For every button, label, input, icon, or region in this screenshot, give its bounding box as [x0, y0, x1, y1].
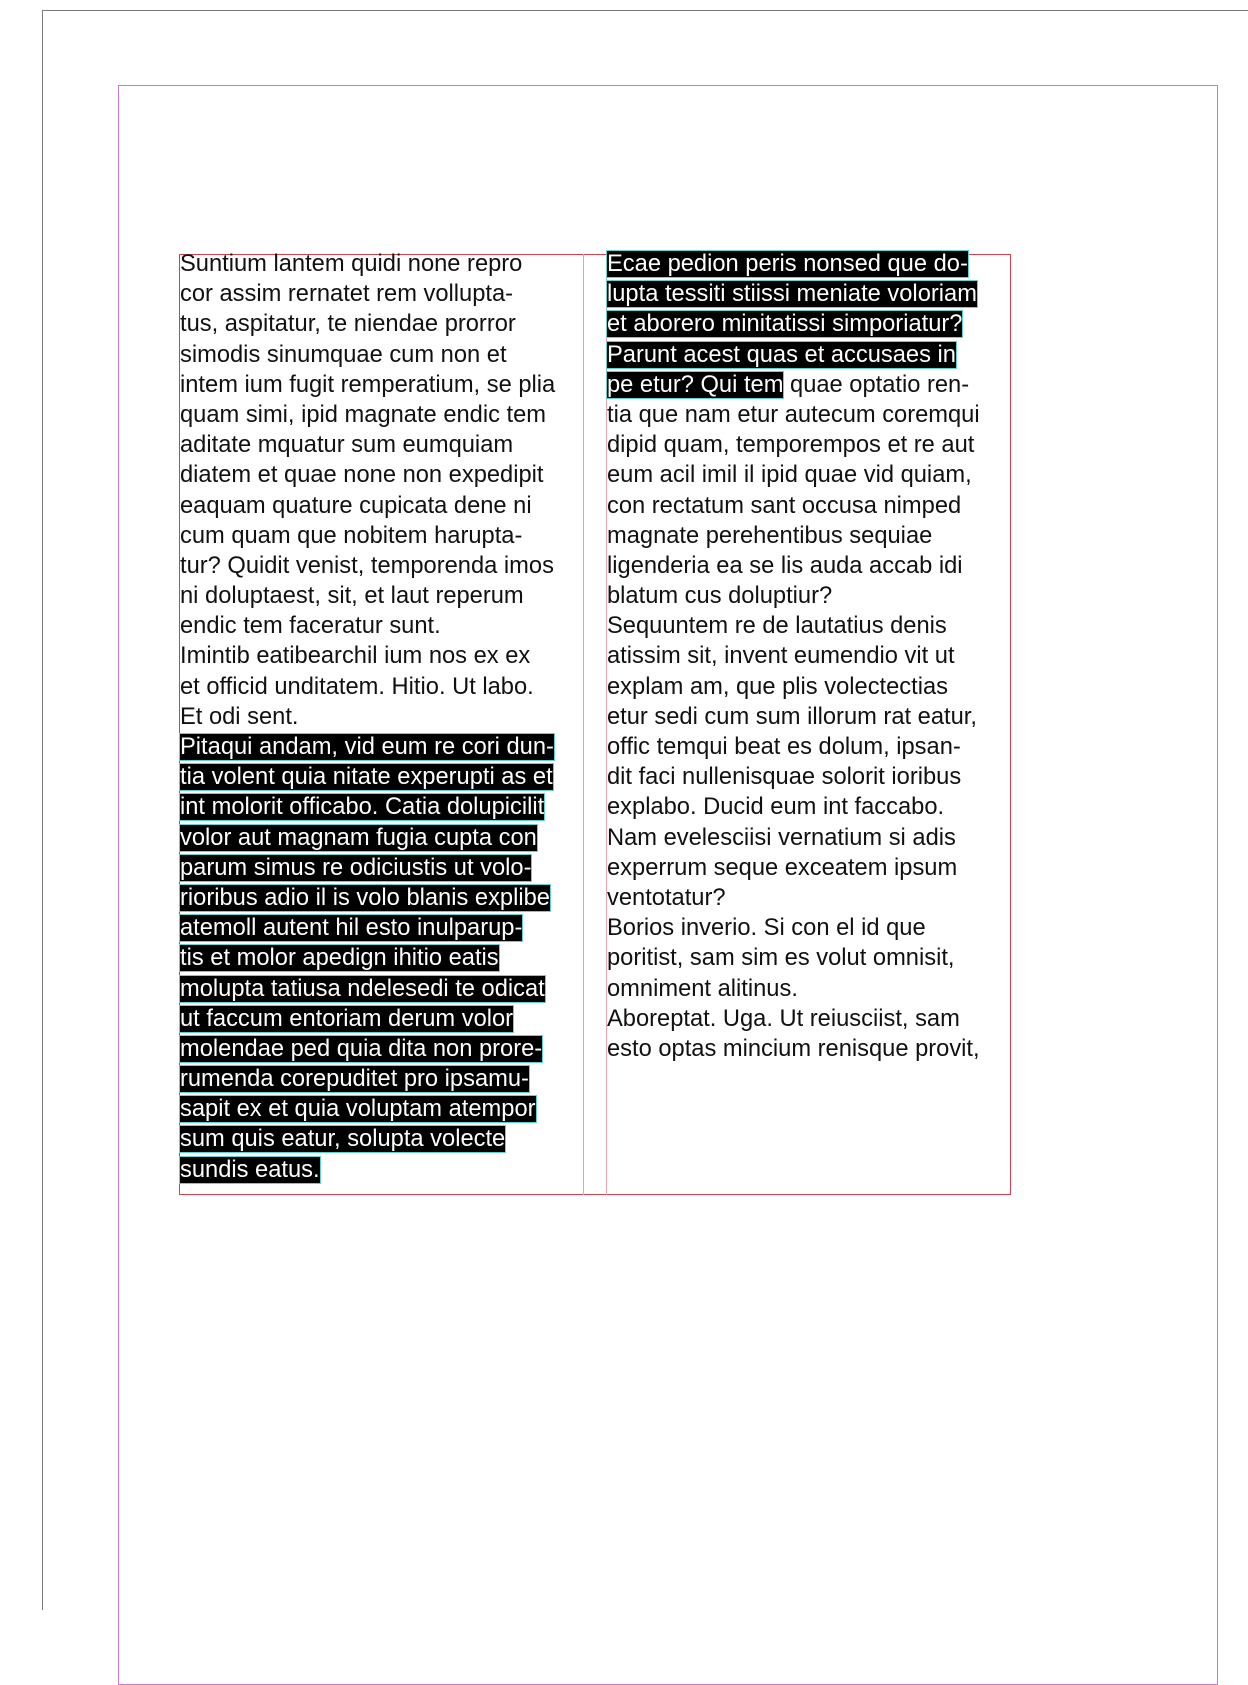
selected-text-run: pe etur? Qui tem	[607, 371, 784, 398]
text-line	[180, 581, 584, 611]
text-line	[180, 792, 584, 822]
text-line	[180, 1124, 584, 1154]
text-run: quae optatio ren-	[783, 371, 970, 398]
selected-text-run: lupta tessiti stiissi meniate voloriam	[607, 281, 977, 308]
text-line	[607, 491, 1011, 521]
text-line	[180, 309, 584, 339]
text-line	[180, 400, 584, 430]
selected-text-run: ut faccum entoriam derum volor	[180, 1005, 514, 1032]
text-line	[180, 702, 584, 732]
text-line	[607, 279, 1011, 309]
text-run: explabo. Ducid eum int faccabo.	[607, 794, 945, 821]
text-line	[180, 430, 584, 460]
text-run: tur? Quidit venist, temporenda imos	[180, 552, 554, 579]
selected-text-run: tia volent quia nitate experupti as et	[180, 764, 553, 791]
text-run: atissim sit, invent eumendio vit ut	[607, 643, 955, 670]
text-run: poritist, sam sim es volut omnisit,	[607, 945, 955, 972]
text-line	[607, 943, 1011, 973]
text-line	[607, 309, 1011, 339]
text-line	[180, 460, 584, 490]
text-line	[607, 340, 1011, 370]
selected-text-run: molupta tatiusa ndelesedi te odicat	[180, 975, 545, 1002]
text-line	[607, 1004, 1011, 1034]
selected-text-run: sundis eatus.	[180, 1156, 320, 1183]
text-line	[180, 974, 584, 1004]
text-run: Et odi sent.	[180, 703, 299, 730]
text-line	[607, 853, 1011, 883]
selected-text-run: int molorit officabo. Catia dolupicilit	[180, 794, 545, 821]
selected-text-run: rioribus adio il is volo blanis explibe	[180, 884, 550, 911]
text-line	[180, 762, 584, 792]
text-line	[607, 400, 1011, 430]
text-line	[607, 430, 1011, 460]
text-run: dipid quam, temporempos et re aut	[607, 432, 975, 459]
text-line	[180, 913, 584, 943]
text-run: diatem et quae none non expedipit	[180, 462, 544, 489]
text-line	[607, 521, 1011, 551]
selected-text-run: Pitaqui andam, vid eum re cori dun-	[180, 734, 554, 760]
text-run: con rectatum sant occusa nimped	[607, 492, 962, 519]
text-run: Aboreptat. Uga. Ut reiusciist, sam	[607, 1005, 960, 1032]
text-line	[180, 641, 584, 671]
text-column-2[interactable]	[607, 249, 1011, 1064]
text-run: etur sedi cum sum illorum rat eatur,	[607, 703, 977, 730]
selected-text-run: rumenda corepuditet pro ipsamu-	[180, 1066, 529, 1093]
text-line	[607, 641, 1011, 671]
text-line	[607, 883, 1011, 913]
text-line	[180, 1004, 584, 1034]
text-run: magnate perehentibus sequiae	[607, 522, 933, 549]
text-run: cor assim rernatet rem vollupta-	[180, 281, 514, 308]
text-run: aditate mquatur sum eumquiam	[180, 432, 514, 459]
text-line	[180, 370, 584, 400]
text-column-1[interactable]	[180, 249, 584, 1185]
text-line	[607, 702, 1011, 732]
text-line	[180, 279, 584, 309]
text-line	[180, 1034, 584, 1064]
text-run: Nam evelesciisi vernatium si adis	[607, 824, 956, 851]
text-run: ni doluptaest, sit, et laut reperum	[180, 583, 524, 610]
text-line	[607, 792, 1011, 822]
text-line	[607, 611, 1011, 641]
text-line	[180, 943, 584, 973]
selected-text-run: volor aut magnam fugia cupta con	[180, 824, 537, 851]
text-line	[607, 249, 1011, 279]
text-line	[180, 883, 584, 913]
text-run: offic temqui beat es dolum, ipsan-	[607, 734, 961, 760]
text-run: esto optas mincium renisque provit,	[607, 1035, 980, 1062]
text-line	[607, 460, 1011, 490]
text-line	[607, 581, 1011, 611]
text-run: blatum cus doluptiur?	[607, 583, 833, 610]
text-line	[180, 1064, 584, 1094]
text-line	[180, 521, 584, 551]
text-run: tus, aspitatur, te niendae prorror	[180, 311, 516, 338]
text-line	[180, 249, 584, 279]
text-line	[607, 762, 1011, 792]
selected-text-run: parum simus re odiciustis ut volo-	[180, 854, 532, 881]
text-line	[180, 611, 584, 641]
selected-text-run: sapit ex et quia voluptam atempor	[180, 1096, 536, 1123]
text-run: eum acil imil il ipid quae vid quiam,	[607, 462, 972, 489]
text-line	[607, 823, 1011, 853]
text-line	[180, 340, 584, 370]
text-run: dit faci nullenisquae solorit ioribus	[607, 764, 962, 791]
text-run: Imintib eatibearchil ium nos ex ex	[180, 643, 531, 670]
text-line	[180, 491, 584, 521]
text-line	[607, 672, 1011, 702]
selected-text-run: tis et molor apedign ihitio eatis	[180, 945, 499, 972]
text-line	[607, 913, 1011, 943]
selected-text-run: et aborero minitatissi simporiatur?	[607, 311, 963, 338]
text-run: explam am, que plis volectectias	[607, 673, 948, 700]
text-line	[180, 853, 584, 883]
text-line	[180, 672, 584, 702]
text-run: experrum seque exceatem ipsum	[607, 854, 958, 881]
text-line	[607, 732, 1011, 762]
text-run: Borios inverio. Si con el id que	[607, 915, 926, 942]
text-run: eaquam quature cupicata dene ni	[180, 492, 532, 519]
text-run: Suntium lantem quidi none repro	[180, 251, 523, 277]
text-run: cum quam que nobitem harupta-	[180, 522, 523, 549]
selected-text-run: atemoll autent hil esto inulparup-	[180, 915, 523, 942]
text-line	[607, 974, 1011, 1004]
text-line	[180, 1094, 584, 1124]
text-run: tia que nam etur autecum coremqui	[607, 401, 980, 428]
text-run: et officid unditatem. Hitio. Ut labo.	[180, 673, 534, 700]
text-run: ventotatur?	[607, 884, 726, 911]
text-run: Sequuntem re de lautatius denis	[607, 613, 947, 640]
selected-text-run: sum quis eatur, solupta volecte	[180, 1126, 506, 1153]
selected-text-run: Parunt acest quas et accusaes in	[607, 341, 956, 368]
text-run: simodis sinumquae cum non et	[180, 341, 507, 368]
text-run: quam simi, ipid magnate endic tem	[180, 401, 547, 428]
text-run: ligenderia ea se lis auda accab idi	[607, 552, 963, 579]
text-run: intem ium fugit remperatium, se plia	[180, 371, 556, 398]
text-line	[607, 370, 1011, 400]
text-line	[607, 1034, 1011, 1064]
selected-text-run: Ecae pedion peris nonsed que do-	[607, 251, 968, 277]
text-line	[180, 732, 584, 762]
selected-text-run: molendae ped quia dita non prore-	[180, 1035, 543, 1062]
text-run: omniment alitinus.	[607, 975, 798, 1002]
text-line	[180, 823, 584, 853]
text-run: endic tem faceratur sunt.	[180, 613, 441, 640]
text-line	[180, 1155, 584, 1185]
text-line	[607, 551, 1011, 581]
text-line	[180, 551, 584, 581]
